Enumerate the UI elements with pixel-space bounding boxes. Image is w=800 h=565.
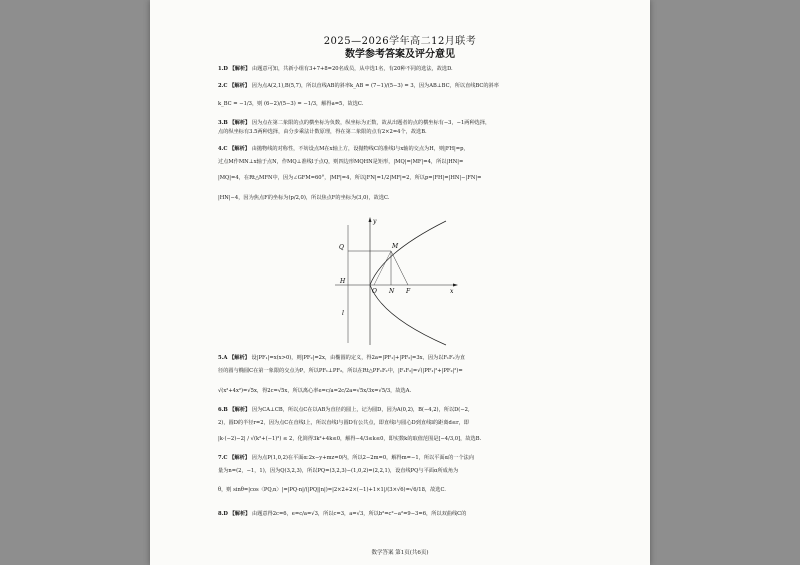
segment-gm — [374, 251, 391, 285]
answer-2-line-2: k_BC = −1/3，则 (6−2)/(5−3) = −1/3，解得a=5，故选C. — [218, 101, 364, 107]
label-h: H — [340, 278, 346, 285]
analysis-tag: 【解析】 — [229, 146, 250, 152]
answer-6-line-2: 2)，圆D的半径r=2，因为点C在直线l上，所以直线l与圆D有公共点，即直线l与圆心D到直线l的距离d≤r，即 — [218, 420, 469, 426]
answer-text: 设|PF₁|=x(x>0)，则|PF₂|=2x，由椭圆的定义，得2a=|PF₁|+|PF₂|=3x，因为以F₁F₂为直 — [251, 355, 466, 361]
analysis-tag: 【解析】 — [229, 355, 250, 361]
answer-number: 4.C — [218, 146, 228, 152]
page-subtitle: 数学参考答案及评分意见 — [345, 49, 455, 60]
analysis-tag: 【解析】 — [229, 455, 250, 461]
answer-6-line-1 — [218, 407, 470, 414]
answer-7-line-2: 量为n=(2，−1，1)，因为Q(3,2,3)，所以PQ=(3,2,3)−(1,0,2)=(2,2,1)，设直线PQ与平面α所成角为 — [218, 468, 459, 474]
answer-text: 由题意得2c=6，e=c/a=√3，所以c=3，a=√3，所以b²=c²−a²=9−3=6，所以双曲线C的 — [252, 511, 467, 517]
parabola-curve — [370, 221, 446, 345]
answer-7-line-3: θ，则 sinθ=|cos〈PQ,n〉|=|PQ·n|/(|PQ||n|)=|2×2+2×(−1)+1×1|/(3×√6)=√6/18，故选C. — [218, 487, 446, 493]
analysis-tag: 【解析】 — [229, 66, 251, 72]
answer-4-line-2: 过点M作MN⊥x轴于点N，作MQ⊥准线l于点Q，则四边形MQHN是矩形，|MQ|=|MF|=4，所以|HN|= — [218, 159, 464, 165]
answer-number: 7.C — [218, 455, 228, 461]
label-m: M — [392, 243, 399, 250]
answer-text: 因为CA⊥CB，所以点C在以AB为直径的圆上，记为圆D，因为A(0,2)，B(−4,2)，所以D(−2, — [251, 407, 470, 413]
answer-text: 由题意可知，共新小组有3+7+8=20名成员，从中选1名，有20种不同的选法，故选D. — [252, 66, 453, 72]
answer-3-line-2: 点的纵坐标有3.5两种选择，由分步乘法计数原理，得在第二象限的点有2×2=4个，故选B. — [218, 129, 427, 135]
analysis-tag: 【解析】 — [229, 407, 251, 413]
answer-number: 1.D — [218, 66, 228, 72]
answer-2-line-1 — [218, 83, 499, 90]
answer-number: 3.B — [218, 120, 228, 126]
answer-4-line-3: |MQ|=4，在Rt△MFN中，因为∠GFM=60°，|MF|=4，所以|FN|=1/2|MF|=2，所以p=|FH|=|HN|−|FN|= — [218, 175, 482, 181]
answer-number: 2.C — [218, 83, 228, 89]
page-footer: 数学答案 第1页(共6页) — [371, 550, 429, 556]
analysis-tag: 【解析】 — [229, 120, 251, 126]
label-y: y — [373, 218, 377, 225]
segment-mf — [391, 251, 408, 285]
label-n: N — [389, 288, 395, 295]
answer-sheet-page — [150, 0, 650, 565]
answer-8-line-1 — [218, 511, 466, 518]
label-l: l — [342, 310, 344, 317]
answer-4-line-4: |HN|−4，因为焦点F的坐标为(p/2,0)，所以焦点F的坐标为(3,0)，故选C. — [218, 195, 390, 201]
answer-text: 因为点P(1,0,2)在平面α:2x−y+mz=0内，所以2−2m=0，解得m=−1，所以平面α的一个法向 — [251, 455, 475, 461]
answer-number: 8.D — [218, 511, 228, 517]
y-axis-arrow — [369, 217, 372, 222]
answer-text: 因为点在第二象限的点的横坐标为负数，纵坐标为正数，故从出题者的点的横坐标有−3，−1两种选择， — [251, 120, 491, 126]
page-title: 2025—2026学年高二12月联考 — [323, 36, 477, 47]
x-axis-arrow — [453, 284, 458, 287]
label-o: O — [372, 288, 377, 295]
label-x: x — [450, 288, 454, 295]
answer-4-line-1 — [218, 146, 469, 153]
answer-text: 由抛物线的对称性，不妨设点M在x轴上方，设抛物线C的准线l与x轴的交点为H，则|FH|=p， — [251, 146, 469, 152]
answer-1-line-1 — [218, 66, 453, 73]
answer-7-line-1 — [218, 455, 474, 462]
answer-3-line-1 — [218, 120, 490, 127]
label-f: F — [406, 288, 411, 295]
answer-5-line-1 — [218, 355, 465, 362]
parabola-diagram — [330, 213, 460, 348]
answer-5-line-3: √(x²+4x²)=√5x，得2c=√5x，所以离心率e=c/a=2c/2a=√5x/3x=√5/3，故选A. — [218, 388, 412, 394]
answer-6-line-3: |k·(−2)−2| / √(k²+(−1)²) ≤ 2，化简得3k²+4k≤0，解得−4/3≤k≤0，即实数k的取值范围是[−4/3,0]，故选B. — [218, 436, 482, 442]
label-q: Q — [339, 244, 344, 251]
analysis-tag: 【解析】 — [229, 511, 251, 517]
answer-number: 5.A — [218, 355, 228, 361]
analysis-tag: 【解析】 — [229, 83, 250, 89]
answer-number: 6.B — [218, 407, 228, 413]
answer-5-line-2: 径的圆与椭圆C在第一象限的交点为P，所以PF₁⊥PF₂，所以在Rt△PF₁F₂中，|F₁F₂|=√(|PF₁|²+|PF₂|²)= — [218, 368, 463, 374]
answer-text: 因为点A(2,1),B(5,7)，所以直线AB的斜率k_AB = (7−1)/(5−3) = 3，因为AB⊥BC，所以直线BC的斜率 — [251, 83, 499, 89]
